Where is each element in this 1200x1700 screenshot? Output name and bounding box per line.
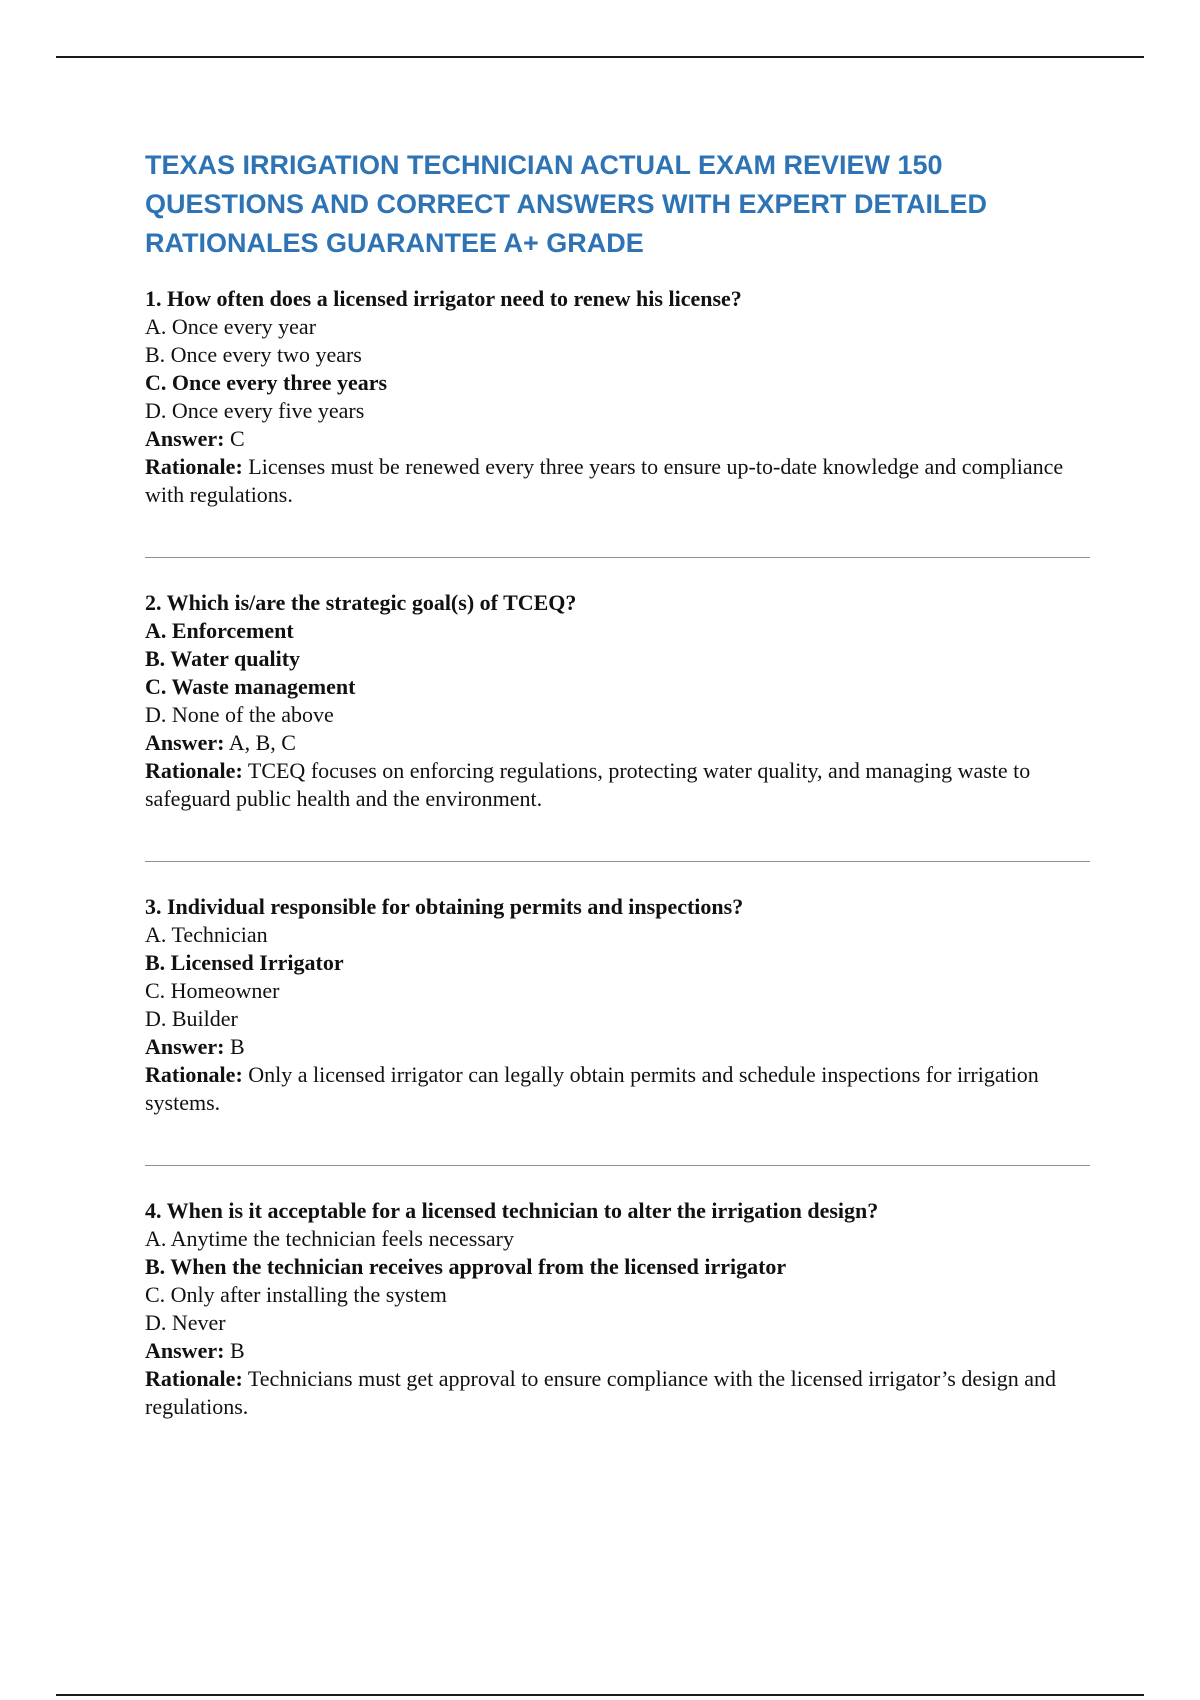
- rationale-label: Rationale:: [145, 454, 243, 479]
- answer-value: A, B, C: [228, 730, 296, 755]
- top-rule: [56, 56, 1144, 58]
- document-title: TEXAS IRRIGATION TECHNICIAN ACTUAL EXAM REVIEW 150 QUESTIONS AND CORRECT ANSWERS WITH EXPERT DETAILED RATIONALES GUARANTEE A+ GRADE: [145, 150, 988, 258]
- option-a: A. Technician: [145, 922, 268, 947]
- rationale-text: Technicians must get approval to ensure compliance with the licensed irrigator’s design and regulations.: [145, 1366, 1057, 1419]
- option-b: B. When the technician receives approval from the licensed irrigator: [145, 1254, 787, 1279]
- rationale-label: Rationale:: [145, 758, 243, 783]
- rationale-text: Only a licensed irrigator can legally obtain permits and schedule inspections for irrigation systems.: [145, 1062, 1039, 1115]
- answer-line: [145, 1033, 1090, 1061]
- option-d: D. None of the above: [145, 702, 334, 727]
- question-text: 4. When is it acceptable for a licensed technician to alter the irrigation design?: [145, 1198, 879, 1223]
- option-d: D. Builder: [145, 1006, 238, 1031]
- rationale-label: Rationale:: [145, 1062, 243, 1087]
- question-block: [145, 285, 1090, 509]
- option-a: A. Enforcement: [145, 618, 294, 643]
- rationale-line: [145, 1365, 1090, 1421]
- answer-line: [145, 425, 1090, 453]
- question-text: 2. Which is/are the strategic goal(s) of TCEQ?: [145, 590, 577, 615]
- question-separator: [145, 1165, 1090, 1166]
- rationale-text: Licenses must be renewed every three years to ensure up-to-date knowledge and compliance with regulations.: [145, 454, 1064, 507]
- rationale-text: TCEQ focuses on enforcing regulations, protecting water quality, and managing waste to safeguard public health and the environment.: [145, 758, 1031, 811]
- rationale-line: [145, 757, 1090, 813]
- question-block: [145, 893, 1090, 1117]
- answer-line: [145, 729, 1090, 757]
- option-d: D. Never: [145, 1310, 226, 1335]
- question-separator: [145, 557, 1090, 558]
- question-block: [145, 589, 1090, 813]
- answer-line: [145, 1337, 1090, 1365]
- question-text: 3. Individual responsible for obtaining permits and inspections?: [145, 894, 744, 919]
- rationale-line: [145, 453, 1090, 509]
- answer-value: B: [229, 1034, 245, 1059]
- question-block: [145, 1197, 1090, 1421]
- option-b: B. Licensed Irrigator: [145, 950, 344, 975]
- rationale-label: Rationale:: [145, 1366, 243, 1391]
- answer-label: Answer:: [145, 426, 225, 451]
- option-c: C. Only after installing the system: [145, 1282, 447, 1307]
- option-a: A. Anytime the technician feels necessary: [145, 1226, 514, 1251]
- document-body: [145, 146, 1090, 1421]
- answer-value: B: [229, 1338, 245, 1363]
- rationale-line: [145, 1061, 1090, 1117]
- option-b: B. Once every two years: [145, 342, 362, 367]
- question-text: 1. How often does a licensed irrigator need to renew his license?: [145, 286, 742, 311]
- option-c: C. Once every three years: [145, 370, 388, 395]
- answer-label: Answer:: [145, 730, 225, 755]
- bottom-rule: [56, 1694, 1144, 1696]
- answer-label: Answer:: [145, 1338, 225, 1363]
- option-b: B. Water quality: [145, 646, 301, 671]
- answer-value: C: [229, 426, 245, 451]
- option-c: C. Homeowner: [145, 978, 280, 1003]
- question-separator: [145, 861, 1090, 862]
- option-a: A. Once every year: [145, 314, 317, 339]
- answer-label: Answer:: [145, 1034, 225, 1059]
- option-c: C. Waste management: [145, 674, 356, 699]
- option-d: D. Once every five years: [145, 398, 365, 423]
